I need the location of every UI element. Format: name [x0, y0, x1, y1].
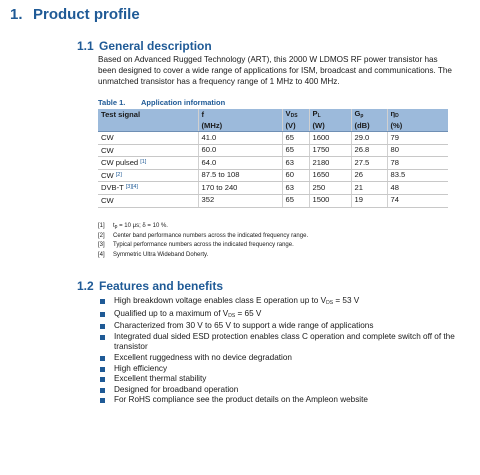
- cell-pl: 250: [309, 182, 351, 195]
- footnote: [1] $t_p = 10$ μs; δ = 10 %.: [98, 223, 168, 230]
- section-number: 1.: [10, 6, 23, 23]
- cell-signal: DVB-T [3][4]: [98, 182, 198, 195]
- list-item: For RoHS compliance see the product details on the Ampleon website: [98, 395, 458, 406]
- footnote: [2] Center band performance numbers across the indicated frequency range.: [98, 233, 309, 240]
- cell-gp: 21: [351, 182, 387, 195]
- cell-eta: 74: [387, 194, 448, 207]
- section-heading: [10, 6, 140, 23]
- cell-vds: 63: [282, 157, 309, 170]
- list-item: High breakdown voltage enables class E operation up to $V_{DS} = 53$ V: [98, 296, 458, 309]
- bullet-icon: [100, 398, 105, 403]
- cell-f: 41.0: [198, 132, 282, 145]
- bullet-icon: [100, 335, 105, 340]
- unit-pl: (W): [309, 121, 351, 132]
- footnote-link[interactable]: [1]: [140, 159, 147, 166]
- bullet-icon: [100, 377, 105, 382]
- cell-eta: 78: [387, 157, 448, 170]
- cell-signal: CW: [98, 132, 198, 145]
- cell-gp: 19: [351, 194, 387, 207]
- features-title: Features and benefits: [99, 279, 224, 293]
- footnote: [3] Typical performance numbers across the indicated frequency range.: [98, 242, 294, 249]
- list-item: Excellent ruggedness with no device degradation: [98, 353, 458, 364]
- general-title: General description: [99, 39, 212, 53]
- bullet-icon: [100, 312, 105, 317]
- cell-f: 170 to 240: [198, 182, 282, 195]
- cell-gp: 29.0: [351, 132, 387, 145]
- features-heading: [77, 279, 223, 293]
- cell-signal: CW: [98, 144, 198, 157]
- bullet-icon: [100, 356, 105, 361]
- cell-vds: 65: [282, 132, 309, 145]
- cell-eta: 48: [387, 182, 448, 195]
- table-row: [98, 132, 448, 145]
- col-header-eta: $\eta_D$: [387, 109, 448, 121]
- general-number: 1.1: [77, 39, 94, 53]
- unit-eta: (%): [387, 121, 448, 132]
- cell-vds: 65: [282, 144, 309, 157]
- cell-eta: 80: [387, 144, 448, 157]
- unit-gp: (dB): [351, 121, 387, 132]
- table-header-row: [98, 109, 448, 121]
- cell-f: 64.0: [198, 157, 282, 170]
- table-units-row: [98, 121, 448, 132]
- cell-gp: 27.5: [351, 157, 387, 170]
- col-header-f: f: [198, 109, 282, 121]
- cell-vds: 63: [282, 182, 309, 195]
- features-list: [98, 296, 458, 406]
- unit-f: (MHz): [198, 121, 282, 132]
- cell-eta: 83.5: [387, 169, 448, 182]
- table-label: Table 1.: [98, 98, 126, 107]
- section-title: Product profile: [33, 6, 140, 23]
- list-item: Designed for broadband operation: [98, 385, 458, 396]
- bullet-icon: [100, 367, 105, 372]
- general-description-text: Based on Advanced Rugged Technology (ART), this 2000 W LDMOS RF power transistor has been designed to cover a wide range of applications for ISM, broadcast and communications. The unmatched transistor has a frequency range of 1 MHz to 400 MHz.: [98, 55, 452, 86]
- list-item: Characterized from 30 V to 65 V to support a wide range of applications: [98, 321, 458, 332]
- list-item: Integrated dual sided ESD protection enables class C operation and complete switch off of the transistor: [98, 332, 458, 353]
- col-header-vds: $V_{DS}$: [282, 109, 309, 121]
- cell-pl: 1500: [309, 194, 351, 207]
- list-item: Excellent thermal stability: [98, 374, 458, 385]
- col-header-pl: $P_L$: [309, 109, 351, 121]
- unit-vds: (V): [282, 121, 309, 132]
- application-table: [98, 109, 448, 208]
- table-row: [98, 169, 448, 182]
- cell-gp: 26: [351, 169, 387, 182]
- general-heading: [77, 39, 212, 53]
- cell-signal: CW: [98, 194, 198, 207]
- footnote: [4] Symmetric Ultra Wideband Doherty.: [98, 251, 209, 258]
- footnote-link[interactable]: [3][4]: [125, 184, 139, 191]
- unit-signal: [98, 121, 198, 132]
- cell-eta: 79: [387, 132, 448, 145]
- cell-f: 352: [198, 194, 282, 207]
- table-row: [98, 194, 448, 207]
- footnote-link[interactable]: [2]: [115, 171, 122, 178]
- cell-f: 87.5 to 108: [198, 169, 282, 182]
- bullet-icon: [100, 388, 105, 393]
- table-row: [98, 157, 448, 170]
- cell-pl: 2180: [309, 157, 351, 170]
- cell-pl: 1600: [309, 132, 351, 145]
- list-item: Qualified up to a maximum of $V_{DS} = 65$ V: [98, 309, 458, 322]
- cell-vds: 65: [282, 194, 309, 207]
- bullet-icon: [100, 299, 105, 304]
- cell-gp: 26.8: [351, 144, 387, 157]
- bullet-icon: [100, 324, 105, 329]
- cell-pl: 1650: [309, 169, 351, 182]
- list-item: High efficiency: [98, 364, 458, 375]
- cell-vds: 60: [282, 169, 309, 182]
- table-caption: [98, 98, 225, 107]
- table-title: Application information: [141, 98, 226, 107]
- cell-signal: CW pulsed [1]: [98, 157, 198, 170]
- table-row: [98, 144, 448, 157]
- cell-f: 60.0: [198, 144, 282, 157]
- table-row: [98, 182, 448, 195]
- cell-signal: CW [2]: [98, 169, 198, 182]
- col-header-gp: $G_p$: [351, 109, 387, 121]
- cell-pl: 1750: [309, 144, 351, 157]
- table-footnotes: [98, 222, 308, 260]
- features-number: 1.2: [77, 279, 94, 293]
- col-header-signal: Test signal: [98, 109, 198, 121]
